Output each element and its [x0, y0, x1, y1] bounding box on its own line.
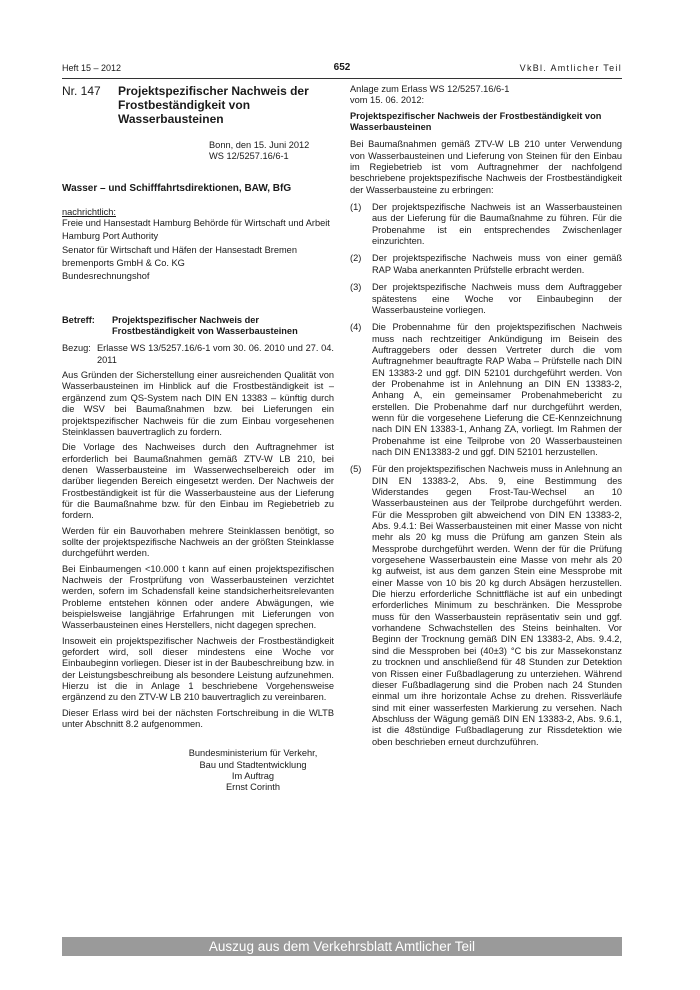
document-title: Projektspezifischer Nachweis der Frostbeständigkeit von Wasserbausteinen — [118, 84, 309, 126]
page-number: 652 — [333, 62, 351, 73]
item-text: Für den projektspezifischen Nachweis muss in Anlehnung an DIN EN 13383-2, Abs. 9, eine Bestimmung des Widerstandes gegen Frost-Tau-Wechsel an 10 Wasserbausteinen aus der Teilprobe durchgeführt werden. Für die Messproben gilt abweichend von DIN EN 13383-2, Abs. 9.4.1: Bei Wasserbausteinen mit einer Masse von nicht mehr als 20 kg muss die Prüfung am ganzen Stein als Messprobe durchgeführt werden. Wenn der für die Prüfung vorgesehene Wasserbaustein eine Masse von mehr als 20 kg aufweist, ist aus dem ganzen Stein eine Messprobe mit einer Masse von 10 bis 20 kg durch Absägen herzustellen. Die hierzu erforderliche Schnittfläche ist auf ein unbedingt erforderliches Minimum zu beschränken. Die Messprobe muss für den Wasserbaustein repräsentativ sein und ggf. vorhandene Schwachstellen des Steins beinhalten. Vor Beginn der Trocknung gemäß DIN EN 13383-2, Abs. 9.4.2, sind die Messproben bei (40±3) °C bis zur Massekonstanz zu trocknen und anschließend für 48 Stunden zur Detektion von Rissen einer Fußbadlagerung zu unterziehen. Während dieser Fußbadlagerung sind die Proben nach 24 Stunden einmal um ihre horizontale Achse zu drehen. Rissverläufe sind mit einer wasserfesten Markierung zu versehen. Nach Abschluss der Wägung gemäß DIN EN 13383-2, Abs. 9.6.1, ist die 48stündige Fußbadlagerung zur Rissdetektion wie oben beschrieben erneut durchzuführen. — [372, 464, 622, 747]
body-paragraph: Die Vorlage des Nachweises durch den Auftragnehmer ist erforderlich bei Baumaßnahmen gemäß ZTV-W LB 210, bei denen Wasserbausteine im Wasserwechselbereich oder im darüber liegenden Bereich eingesetzt werden. Der Nachweis der Frostbeständigkeit ist für die Wasserbausteine aus der Lieferung für die Baumaßnahme bzw. für den Einbau im Regiebetrieb zu fordern. — [62, 442, 334, 521]
cc-item: bremenports GmbH & Co. KG — [62, 258, 185, 269]
list-item — [350, 464, 622, 748]
body-paragraph: Dieser Erlass wird bei der nächsten Fortschreibung in die WLTB unter Abschnitt 8.2 aufgenommen. — [62, 707, 334, 730]
page-header — [62, 60, 622, 76]
left-column — [62, 84, 334, 794]
subject-label: Betreff: — [62, 314, 95, 325]
annex-heading: Projektspezifischer Nachweis der Frostbeständigkeit von Wasserbausteinen — [350, 110, 602, 133]
cc-list — [62, 218, 334, 283]
subject-line — [62, 315, 334, 338]
document-number: Nr. 147 — [62, 84, 101, 98]
section-label: VkBl. Amtlicher Teil — [519, 63, 622, 73]
list-item — [350, 202, 622, 247]
item-text: Der projektspezifische Nachweis ist an Wasserbausteinen aus der Lieferung für die Baumaßnahme zu führen. Für die Probenahme ist ein entsprechendes Zwischenlager einzurichten. — [372, 202, 622, 247]
signature-line: Im Auftrag — [231, 771, 275, 782]
footer-banner: Auszug aus dem Verkehrsblatt Amtlicher Teil — [62, 937, 622, 956]
signature-line: Ernst Corinth — [226, 782, 280, 793]
reference-label: Bezug: — [62, 343, 91, 354]
item-number: (4) — [350, 322, 362, 333]
right-column — [350, 84, 622, 748]
issue-label: Heft 15 – 2012 — [62, 63, 122, 73]
reference-text: Erlasse WS 13/5257.16/6-1 vom 30. 06. 2010 und 27. 04. 2011 — [97, 343, 334, 365]
subject-text: Projektspezifischer Nachweis der Frostbeständigkeit von Wasserbausteinen — [112, 314, 298, 337]
item-number: (2) — [350, 253, 362, 264]
cc-item: Bundesrechnungshof — [62, 271, 150, 282]
list-item — [350, 282, 622, 316]
cc-item: Freie und Hansestadt Hamburg Behörde für Wirtschaft und Arbeit — [62, 218, 330, 229]
item-text: Der projektspezifische Nachweis muss dem Auftraggeber spätestens eine Woche vor Einbaubeginn der Wasserbausteine vorliegen. — [372, 282, 622, 315]
body-paragraph: Insoweit ein projektspezifischer Nachweis der Frostbeständigkeit gefordert wird, soll dieser mindestens eine Woche vor Einbaubeginn vorliegen. Dieser ist in der Baubeschreibung bzw. in der Leistungsbeschreibung als besondere Leistung aufzunehmen. Hierzu ist die in Anlage 1 beschriebene Vorgehensweise ergänzend zu den ZTV-W LB 210 bauvertraglich zu vereinbaren. — [62, 635, 334, 703]
cc-item: Senator für Wirtschaft und Häfen der Hansestadt Bremen — [62, 244, 297, 255]
header-rule — [62, 78, 622, 79]
list-item — [350, 253, 622, 276]
item-number: (5) — [350, 464, 362, 475]
date-block — [209, 140, 334, 163]
item-text: Die Probennahme für den projektspezifischen Nachweis muss nach rechtzeitiger Ankündigung im Beisein des Auftraggebers oder dessen Vertreter durch die vom Auftragnehmer beauftragte RAP Waba – Prüfstelle nach DIN EN 13383-2 und ggf. DIN 52101 durchgeführt werden. Von der Probenahme ist in Anlehnung an DIN EN 13383-2, Anhang A, ein gemeinsamer Probenahmebericht zu erstellen. Die Probenahme darf nur durchgeführt werden, wenn für die vorgesehene Lieferung die CE-Kennzeichnung nach DIN EN 13383-1, Anhang ZA, vorliegt. Im Rahmen der Probenahme ist eine Teilprobe von 20 Wasserbausteinen nach DIN EN13383-2 und ggf. DIN 52101 herzustellen. — [372, 322, 622, 457]
place-date: Bonn, den 15. Juni 2012 — [209, 140, 310, 150]
reference-number: WS 12/5257.16/6-1 — [209, 151, 289, 162]
body-paragraph: Aus Gründen der Sicherstellung einer ausreichenden Qualität von Wasserbausteinen im Hinblick auf die Frostbeständigkeit ist – ergänzend zum QS-System nach DIN EN 13383 – künftig durch die WSV bei Baumaßnahmen bzw. bei Lieferungen ein projektspezifischer Nachweis für die zum Einbau vorgesehenen Steinklassen bauvertraglich zu fordern. — [62, 370, 334, 437]
list-item — [350, 322, 622, 458]
annex-date: vom 15. 06. 2012: — [350, 95, 425, 106]
signature-line: Bau und Stadtentwicklung — [199, 759, 307, 770]
item-number: (1) — [350, 202, 362, 213]
signature-block — [172, 748, 334, 793]
body-paragraph: Werden für ein Bauvorhaben mehrere Steinklassen benötigt, so sollte der projektspezifische Nachweis an der größten Steinklasse durchgeführt werden. — [62, 525, 334, 559]
item-number: (3) — [350, 282, 362, 293]
body-paragraph: Bei Einbaumengen <10.000 t kann auf einen projektspezifischen Nachweis der Frostprüfung von Wasserbausteinen verzichtet werden, sofern im Schadensfall keine standsicherheitsrelevanten Probleme entstehen können oder andere Abwägungen, wie beispielsweise langjährige Erfahrungen mit Lieferungen von Wasserbausteinen eines Herstellers, nicht dagegen sprechen. — [62, 563, 334, 631]
document-title-block — [62, 84, 334, 126]
cc-item: Hamburg Port Authority — [62, 231, 159, 242]
reference-line — [62, 343, 334, 366]
annex-line: Anlage zum Erlass WS 12/5257.16/6-1 — [350, 84, 510, 94]
cc-label: nachrichtlich: — [62, 206, 116, 217]
item-text: Der projektspezifische Nachweis muss von einer gemäß RAP Waba anerkannten Prüfstelle erbracht werden. — [372, 253, 622, 275]
signature-line: Bundesministerium für Verkehr, — [188, 748, 318, 759]
annex-intro: Bei Baumaßnahmen gemäß ZTV-W LB 210 unter Verwendung von Wasserbausteinen und Lieferung von Steinen für den Einbau im Regiebetrieb ist vom Auftragnehmer der nachfolgend beschriebene projektspezifische Nachweis der Frostbeständigkeit der Wasserbausteine zu erbringen: — [350, 139, 622, 195]
addressee: Wasser – und Schifffahrtsdirektionen, BAW, BfG — [62, 182, 292, 194]
